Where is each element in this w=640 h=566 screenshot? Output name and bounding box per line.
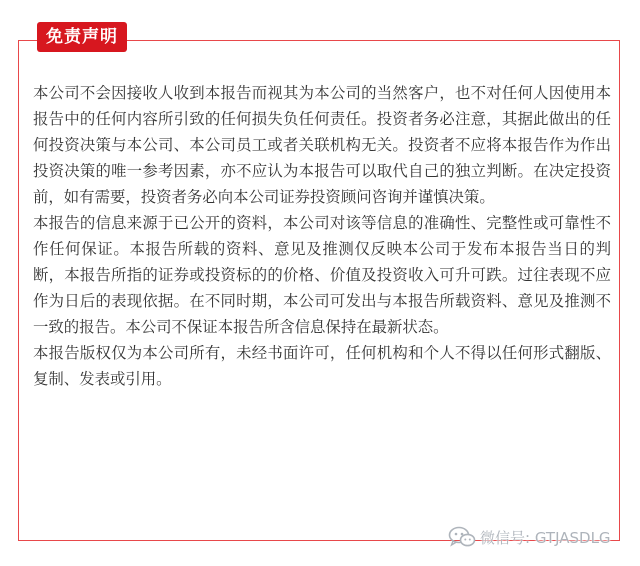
paragraph-copyright: 本报告版权仅为本公司所有，未经书面许可，任何机构和个人不得以任何形式翻版、复制、发表或引用。 [33,344,611,388]
wechat-watermark [448,524,611,550]
paragraph-information-source: 本报告的信息来源于已公开的资料，本公司对该等信息的准确性、完整性或可靠性不作任何保证。本报告所载的资料、意见及推测仅反映本公司于发布本报告当日的判断，本报告所指的证券或投资标的的价格、价值及投资收入可升可跌。过往表现不应作为日后的表现依据。在不同时期，本公司可发出与本报告所载资料、意见及推测不一致的报告。本公司不保证本报告所含信息保持在最新状态。 [33,214,611,336]
watermark-text: 微信号: GTJASDLG [480,528,611,547]
wechat-icon [448,526,476,548]
disclaimer-title: 免责声明 [37,22,127,52]
disclaimer-content [33,80,611,392]
paragraph-liability: 本公司不会因接收人收到本报告而视其为本公司的当然客户，也不对任何人因使用本报告中的任何内容所引致的任何损失负任何责任。投资者务必注意，其据此做出的任何投资决策与本公司、本公司员工或者关联机构无关。投资者不应将本报告作为作出投资决策的唯一参考因素，亦不应认为本报告可以取代自己的独立判断。在决定投资前，如有需要，投资者务必向本公司证券投资顾问咨询并谨慎决策。 [33,84,611,206]
